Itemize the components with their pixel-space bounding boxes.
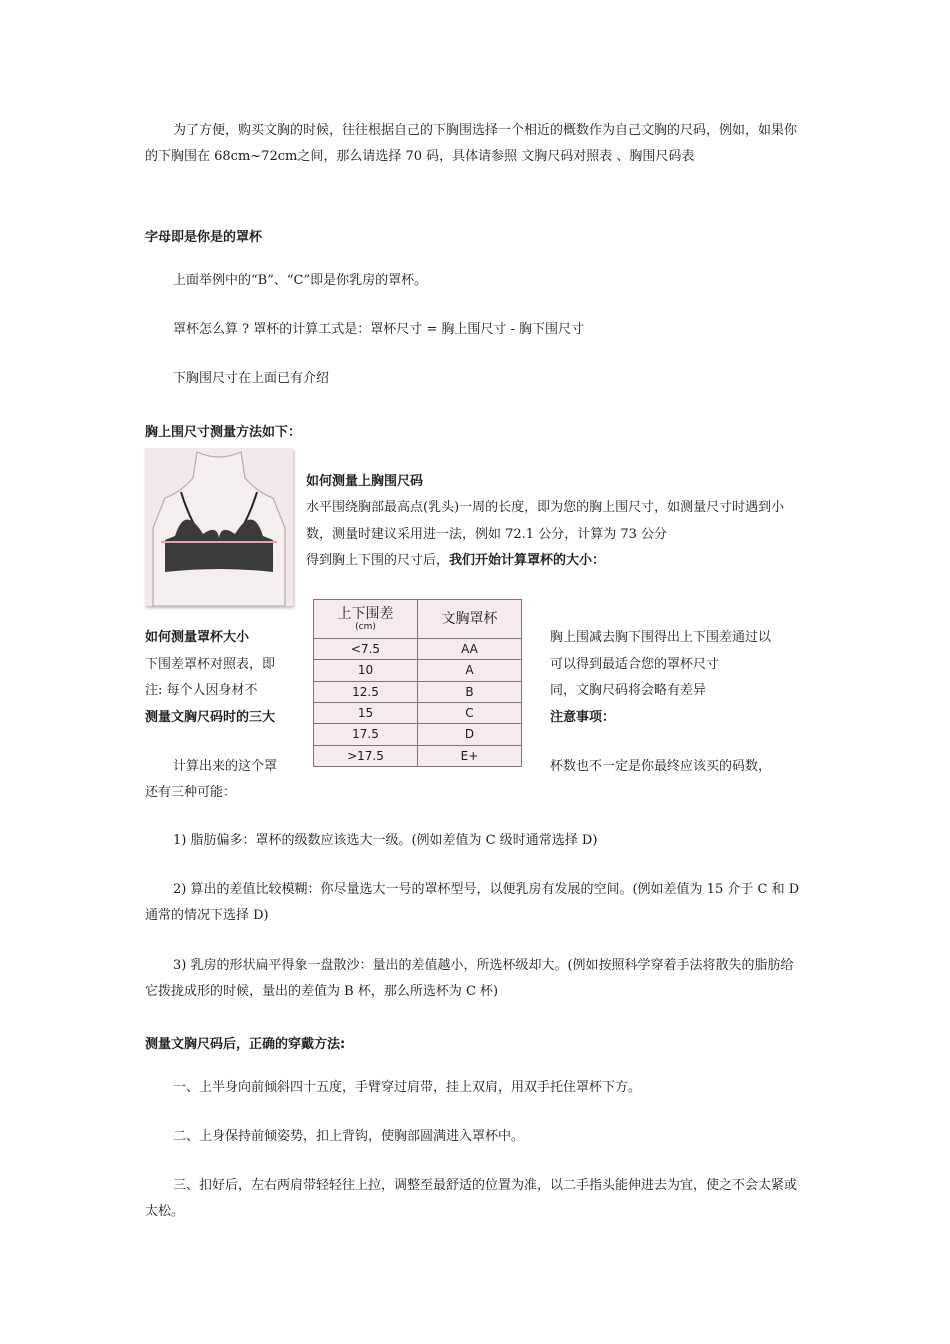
cell-diff: <7.5: [314, 639, 418, 660]
cell-cup: C: [418, 702, 522, 723]
right-col-line1: 胸上围减去胸下围得出上下围差通过以: [550, 630, 772, 645]
table-row: [314, 702, 522, 723]
left-col-line2: 注: 每个人因身材不: [145, 683, 258, 698]
cell-cup: D: [418, 724, 522, 745]
left-col-line1: 下围差罩杯对照表，即: [145, 657, 276, 672]
table-row: [314, 639, 522, 660]
bra-measure-illustration: [145, 448, 293, 606]
table-row: [314, 660, 522, 681]
header-cup: 文胸罩杯: [418, 600, 522, 639]
measure-next-line: [306, 548, 605, 575]
step-1: 一、上半身向前倾斜四十五度，手臂穿过肩带，挂上双肩，用双手托住罩杯下方。: [173, 1080, 642, 1095]
right-col-line5: 杯数也不一定是你最终应该买的码数，: [550, 759, 772, 774]
wrap-tail: 还有三种可能：: [145, 785, 237, 800]
table-header-row: [314, 600, 522, 639]
table-row: [314, 681, 522, 702]
step-2: 二、上身保持前倾姿势，扣上背钩，使胸部圆满进入罩杯中。: [173, 1129, 525, 1144]
left-col-line4: 计算出来的这个罩: [173, 759, 278, 774]
para-under-bust: 下胸围尺寸在上面已有介绍: [173, 371, 330, 386]
possibility-2: 2) 算出的差值比较模糊：你尽量选大一号的罩杯型号，以便乳房有发展的空间。(例如差值为 15 介于 C 和 D 通常的情况下选择 D): [145, 882, 800, 923]
left-col-title: 如何测量罩杯大小: [145, 630, 250, 645]
cell-cup: AA: [418, 639, 522, 660]
measure-next-text: 得到胸上下围的尺寸后，: [306, 553, 450, 568]
measure-text: 水平围绕胸部最高点(乳头)一周的长度，即为您的胸上围尺寸，如测量尺寸时遇到小数，测量时建议采用进一法，例如 72.1 公分，计算为 73 公分: [306, 500, 785, 542]
cell-diff: 15: [314, 702, 418, 723]
para-formula: 罩杯怎么算 ? 罩杯的计算工式是：罩杯尺寸 = 胸上围尺寸 - 胸下围尺寸: [173, 322, 585, 337]
cell-cup: E+: [418, 745, 522, 766]
cell-diff: 17.5: [314, 724, 418, 745]
left-col-line3: 测量文胸尺码时的三大: [145, 710, 276, 725]
heading-measure: 胸上围尺寸测量方法如下：: [145, 425, 302, 440]
heading-wear: 测量文胸尺码后，正确的穿戴方法:: [145, 1037, 346, 1052]
right-col-line3: 同，文胸尺码将会略有差异: [550, 683, 707, 698]
header-unit: (cm): [355, 622, 376, 632]
step-3: 三、扣好后，左右两肩带轻轻往上拉，调整至最舒适的位置为准，以二手指头能伸进去为宜，使之不会太紧或太松。: [145, 1178, 798, 1219]
possibility-3: 3) 乳房的形状扁平得象一盘散沙：量出的差值越小，所选杯级却大。(例如按照科学穿着手法将散失的脂肪给它拨拢成形的时候，量出的差值为 B 杯，那么所选杯为 C 杯): [145, 958, 794, 999]
measure-title: 如何测量上胸围尺码: [306, 474, 424, 489]
header-diff: 上下围差 (cm): [314, 600, 418, 639]
cell-diff: 12.5: [314, 681, 418, 702]
para-cup-letter: 上面举例中的“B”、“C”即是你乳房的罩杯。: [173, 273, 428, 288]
right-col-line2: 可以得到最适合您的罩杯尺寸: [550, 657, 720, 672]
measure-next-bold: 我们开始计算罩杯的大小：: [449, 553, 606, 568]
cup-size-table: [313, 599, 522, 767]
cell-diff: 10: [314, 660, 418, 681]
cell-cup: B: [418, 681, 522, 702]
heading-cup-letter: 字母即是你是的罩杯: [145, 230, 263, 245]
cell-cup: A: [418, 660, 522, 681]
right-col-line4: 注意事项：: [550, 710, 616, 725]
table-row: [314, 724, 522, 745]
possibility-1: 1) 脂肪偏多：罩杯的级数应该选大一级。(例如差值为 C 级时通常选择 D): [173, 833, 598, 848]
intro-paragraph: 为了方便，购买文胸的时候，往往根据自己的下胸围选择一个相近的概数作为自己文胸的尺码，例如，如果你的下胸围在 68cm~72cm之间，那么请选择 70 码，具体请参照 文胸尺码对照表 、胸围尺码表: [145, 123, 798, 164]
table-row: [314, 745, 522, 766]
cell-diff: >17.5: [314, 745, 418, 766]
